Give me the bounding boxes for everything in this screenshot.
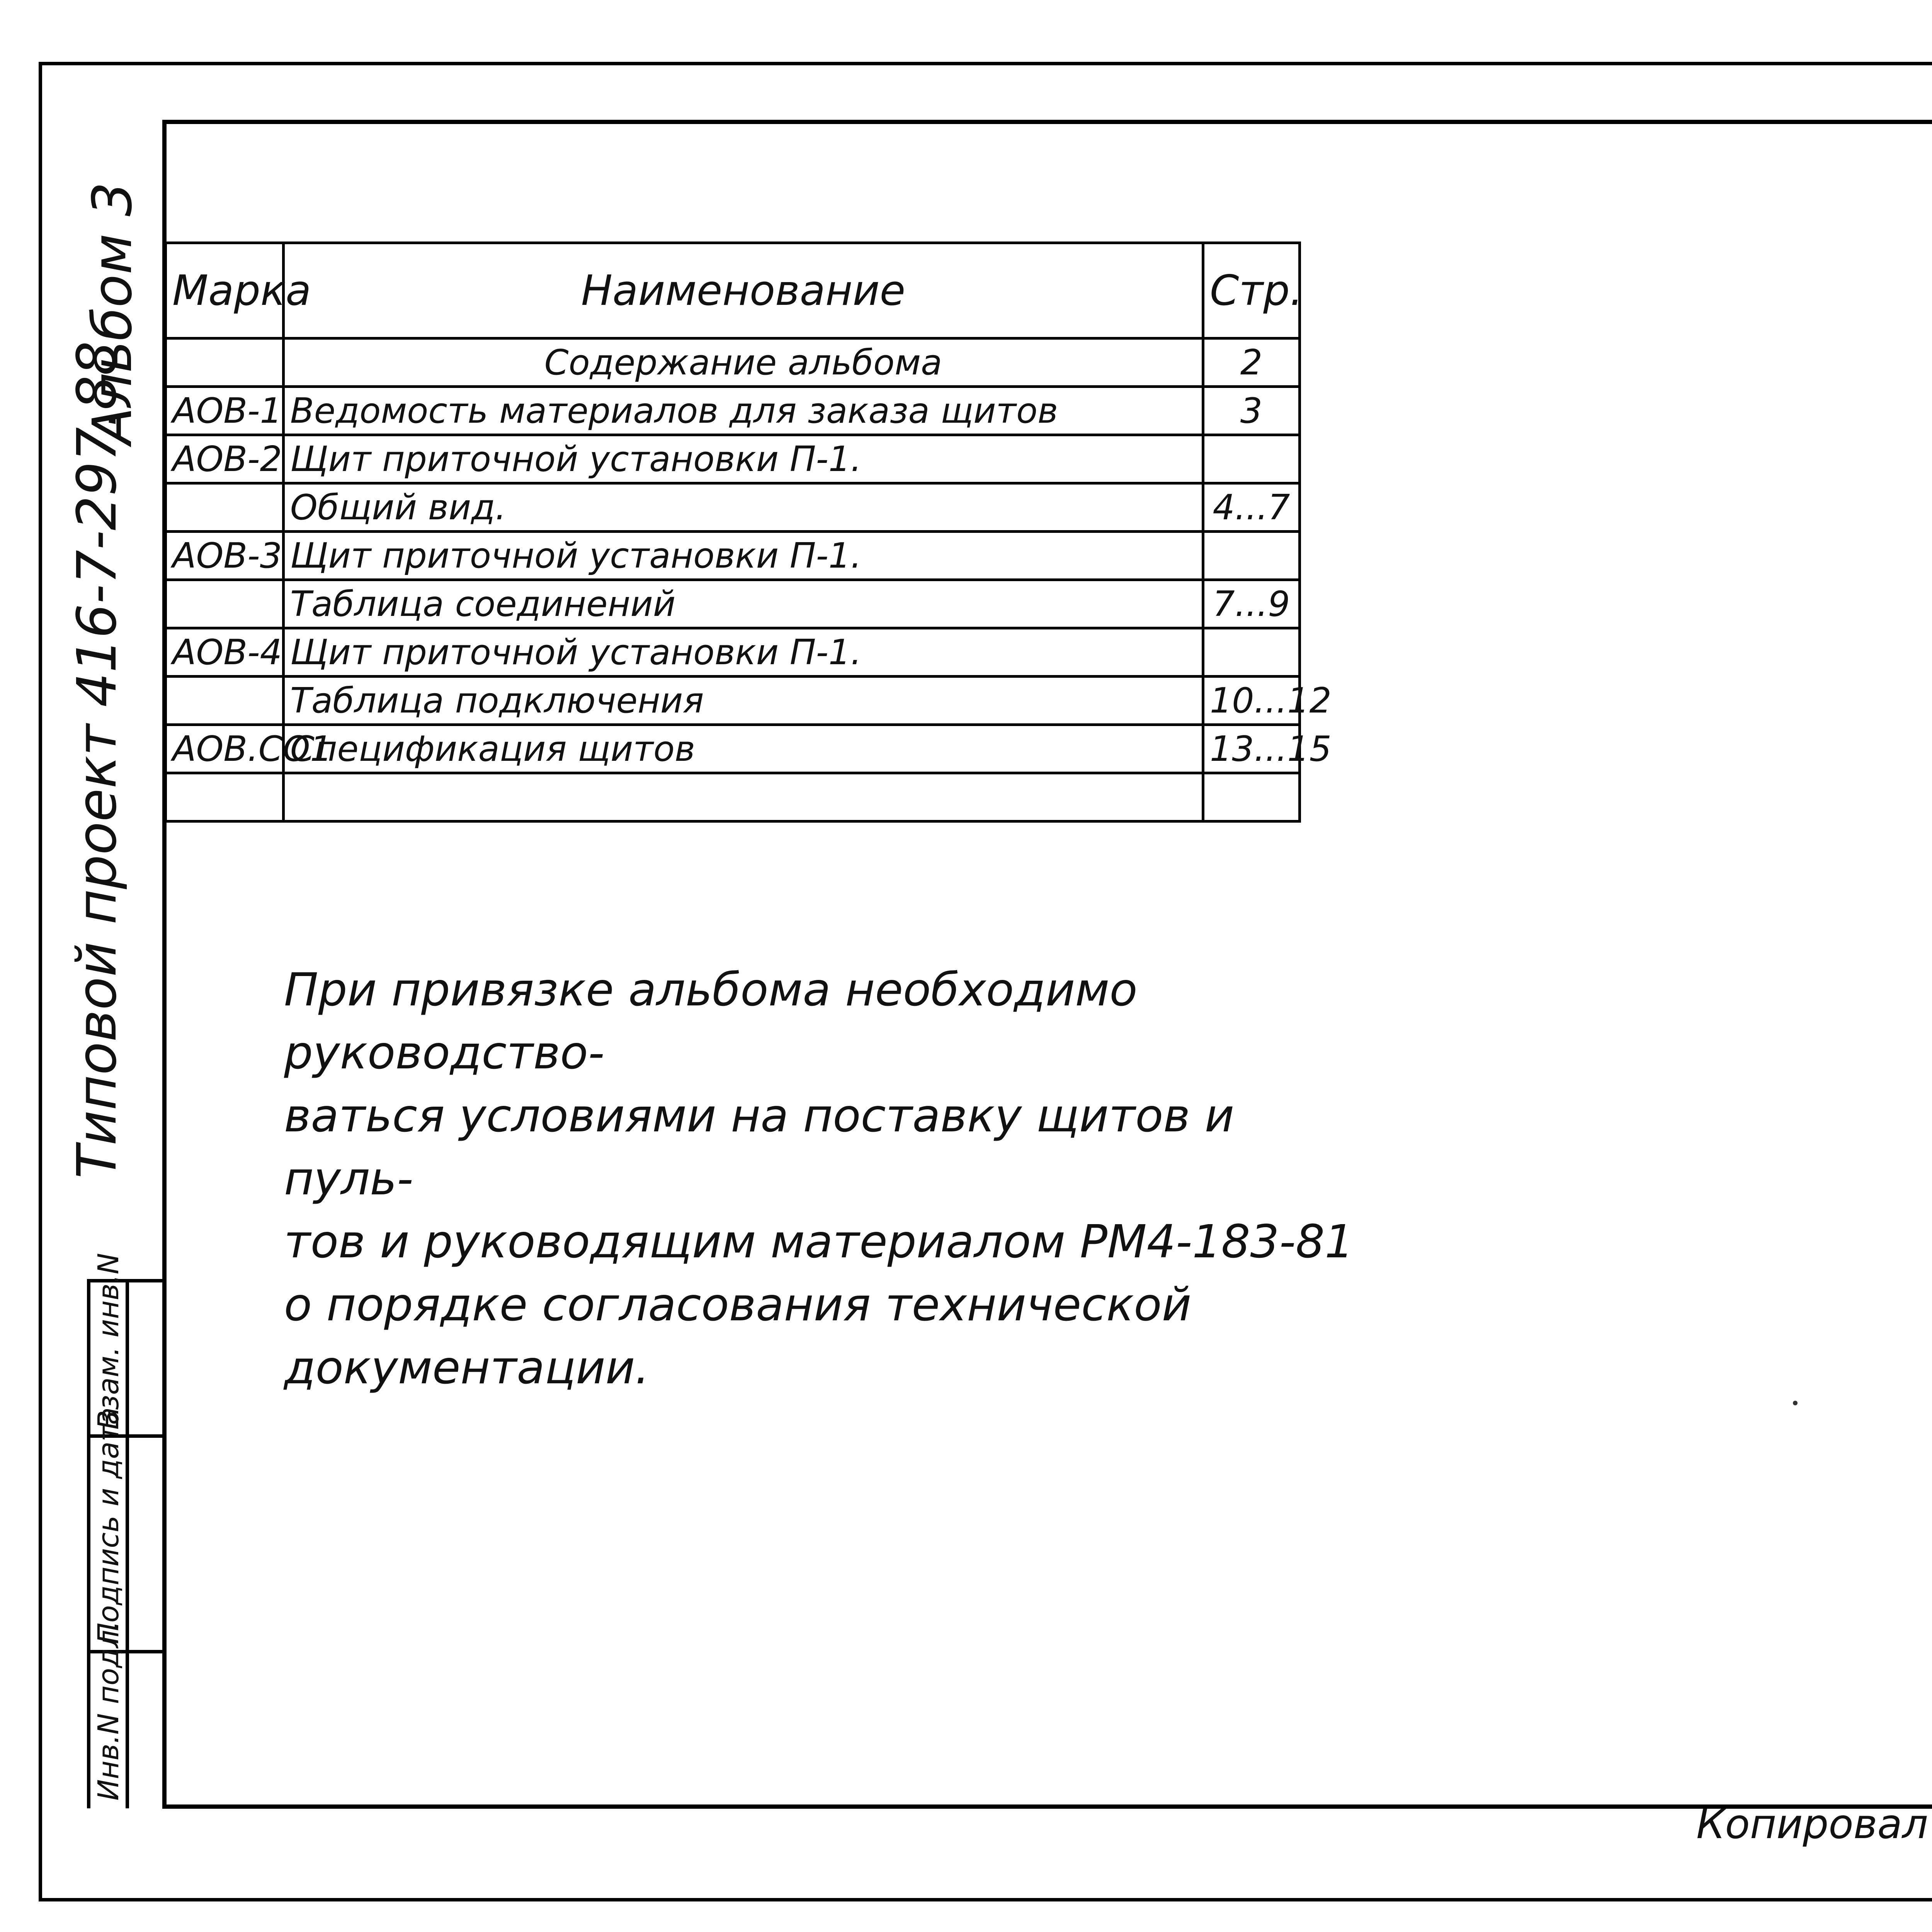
inner-frame-bottom bbox=[162, 1804, 1932, 1809]
row-name bbox=[284, 773, 1203, 821]
row-mark: АОВ-2 bbox=[166, 435, 284, 483]
row-name: Таблица подключения bbox=[284, 677, 1203, 725]
contents-table bbox=[164, 242, 1332, 823]
project-label: Типовой проект 416-7-297.88 bbox=[66, 341, 129, 1179]
table-row bbox=[166, 580, 1300, 628]
table-row bbox=[166, 725, 1300, 773]
album-label: Альбом 3 bbox=[81, 182, 144, 444]
note-line: о порядке согласования технической документации. bbox=[284, 1278, 1192, 1394]
row-name: Щит приточной установки П-1. bbox=[284, 532, 1203, 580]
row-mark bbox=[166, 338, 284, 387]
row-mark bbox=[166, 483, 284, 532]
row-mark bbox=[166, 677, 284, 725]
row-page: 2 bbox=[1203, 338, 1300, 387]
row-page: 10...12 bbox=[1203, 677, 1300, 725]
row-page bbox=[1203, 435, 1300, 483]
stray-mark bbox=[1793, 1401, 1798, 1405]
row-mark: АОВ.СО1 bbox=[166, 725, 284, 773]
note-line: тов и руководящим материалом РМ4-183-81 bbox=[284, 1215, 1354, 1268]
header-name: Наименование bbox=[284, 243, 1203, 338]
row-name: Содержание альбома bbox=[284, 338, 1203, 387]
row-page bbox=[1203, 628, 1300, 677]
inner-frame-top bbox=[162, 120, 1932, 124]
row-name: Спецификация щитов bbox=[284, 725, 1203, 773]
table-row bbox=[166, 338, 1300, 387]
table-row bbox=[166, 628, 1300, 677]
outer-frame-bottom bbox=[39, 1898, 1932, 1901]
stamp-field-inventory: Инв.N подл. bbox=[92, 1621, 125, 1801]
table-row bbox=[166, 483, 1300, 532]
outer-frame-top bbox=[39, 62, 1932, 65]
row-name: Щит приточной установки П-1. bbox=[284, 435, 1203, 483]
outer-frame-left bbox=[39, 62, 42, 1901]
row-page: 3 bbox=[1203, 387, 1300, 435]
row-mark bbox=[166, 773, 284, 821]
row-page: 4...7 bbox=[1203, 483, 1300, 532]
table-row bbox=[166, 387, 1300, 435]
row-name: Таблица соединений bbox=[284, 580, 1203, 628]
row-mark bbox=[166, 580, 284, 628]
table-row bbox=[166, 773, 1300, 821]
row-page: 7...9 bbox=[1203, 580, 1300, 628]
table-row bbox=[166, 677, 1300, 725]
header-page: Стр. bbox=[1203, 243, 1300, 338]
table-row bbox=[166, 532, 1300, 580]
row-mark: АОВ-4 bbox=[166, 628, 284, 677]
table-row bbox=[166, 435, 1300, 483]
copied-label: Копировал bbox=[1696, 1801, 1928, 1848]
row-page bbox=[1203, 773, 1300, 821]
table-header-row bbox=[166, 243, 1300, 338]
header-mark: Марка bbox=[166, 243, 284, 338]
row-page bbox=[1203, 532, 1300, 580]
row-name: Щит приточной установки П-1. bbox=[284, 628, 1203, 677]
stamp-divider bbox=[126, 1279, 129, 1808]
row-name: Общий вид. bbox=[284, 483, 1203, 532]
row-mark: АОВ-1 bbox=[166, 387, 284, 435]
stamp-left bbox=[87, 1279, 90, 1808]
row-name: Ведомость материалов для заказа щитов bbox=[284, 387, 1203, 435]
row-page: 13...15 bbox=[1203, 725, 1300, 773]
note-line: ваться условиями на поставку щитов и пуль- bbox=[284, 1089, 1235, 1205]
note-line: При привязке альбома необходимо руководство- bbox=[284, 963, 1138, 1079]
stamp-field-replaced: Взам. инв.N bbox=[92, 1253, 125, 1430]
binding-note bbox=[284, 958, 1366, 1399]
row-mark: АОВ-3 bbox=[166, 532, 284, 580]
stamp-field-signature: Подпись и дата bbox=[92, 1407, 125, 1644]
